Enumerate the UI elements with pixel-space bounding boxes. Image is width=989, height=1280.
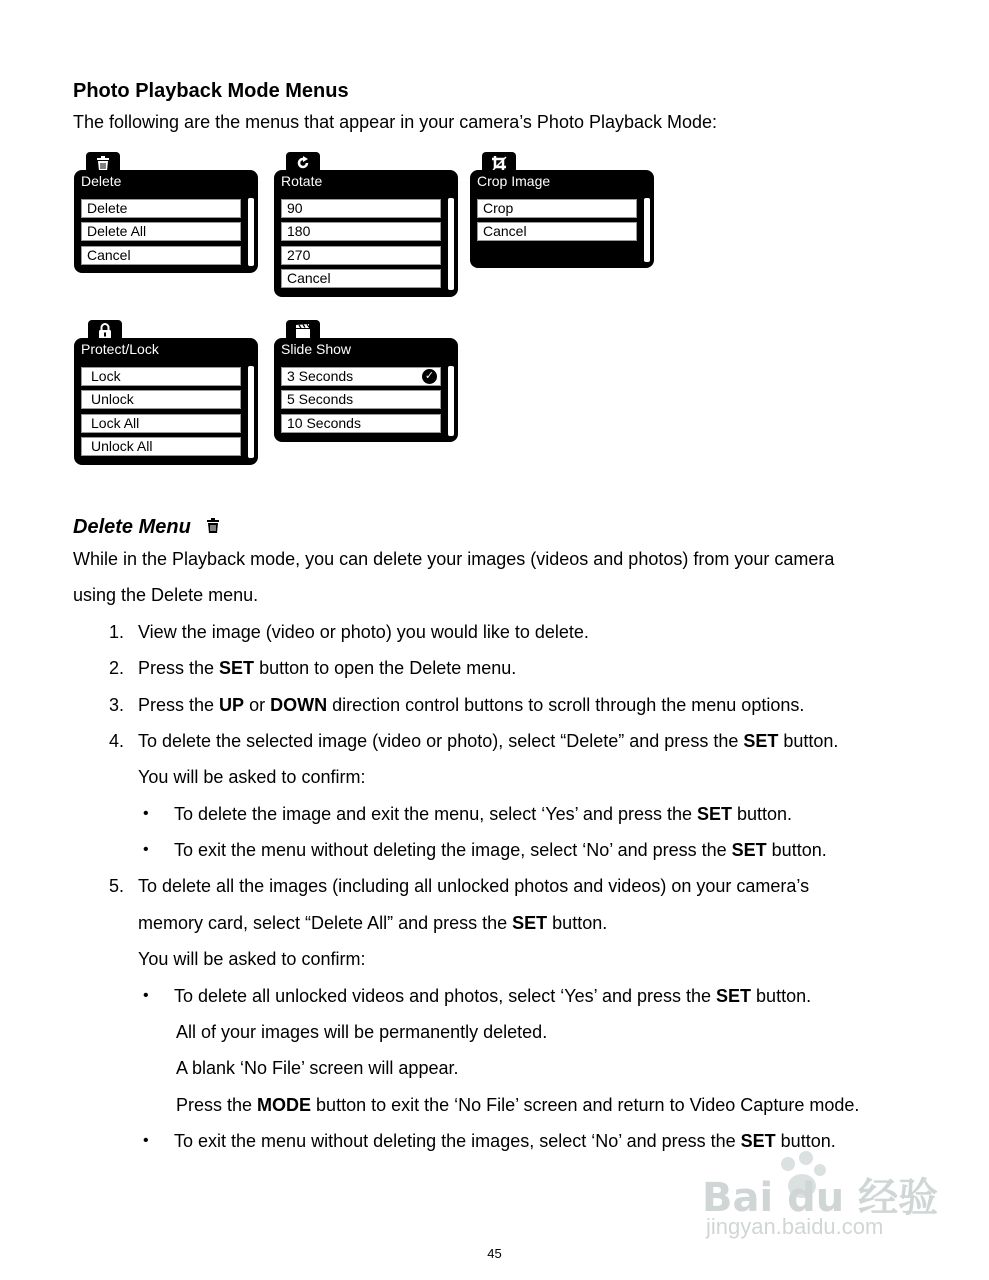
step-number: 1. (109, 622, 125, 642)
intro-text: The following are the menus that appear in your camera’s Photo Playback Mode: (73, 112, 718, 132)
text: direction control buttons to scroll through the menu options. (327, 695, 805, 715)
scrollbar[interactable] (248, 366, 254, 458)
paragraph: While in the Playback mode, you can delete your images (videos and photos) from your camera (73, 549, 835, 569)
bold-text: SET (697, 804, 733, 824)
bullet: • (143, 987, 149, 1004)
crop-menu (470, 152, 654, 274)
rotate-icon (295, 155, 311, 171)
menu-item[interactable]: Crop (476, 198, 638, 219)
text: button to open the Delete menu. (254, 658, 517, 678)
bold-text: DOWN (270, 695, 328, 715)
menu-item[interactable]: Unlock (80, 389, 242, 410)
bold-text: SET (740, 1131, 776, 1151)
menu-item[interactable]: Unlock All (80, 436, 242, 457)
step-text (138, 658, 516, 679)
text: Press the (176, 1095, 258, 1115)
bullet-text (174, 986, 811, 1007)
menu-item[interactable]: Delete All (80, 221, 242, 242)
step-text: You will be asked to confirm: (138, 767, 366, 787)
menu-title: Rotate (281, 173, 323, 189)
menu-item[interactable]: Lock (80, 366, 242, 387)
bold-text: SET (219, 658, 255, 678)
menu-item[interactable]: Delete (80, 198, 242, 219)
text: button. (778, 731, 839, 751)
menu-item[interactable]: 270 (280, 245, 442, 266)
text: To exit the menu without deleting the image, select ‘No’ and press the (174, 840, 732, 860)
menu-item[interactable]: 90 (280, 198, 442, 219)
scrollbar[interactable] (448, 366, 454, 436)
trash-icon (206, 518, 220, 533)
section-title (73, 516, 220, 539)
bullet: • (143, 805, 149, 822)
text: To delete the selected image (video or photo), select “Delete” and press the (138, 731, 744, 751)
bullet-text: All of your images will be permanently deleted. (176, 1022, 548, 1042)
menu-item[interactable]: 180 (280, 221, 442, 242)
text: button. (732, 804, 793, 824)
menu-title: Slide Show (281, 341, 352, 357)
text: To delete all unlocked videos and photos, select ‘Yes’ and press the (174, 986, 717, 1006)
step-number: 2. (109, 658, 125, 678)
bold-text: UP (219, 695, 245, 715)
step-text: To delete all the images (including all unlocked photos and videos) on your camera’s (138, 876, 810, 896)
menu-item[interactable]: 5 Seconds (280, 389, 442, 410)
text: button to exit the ‘No File’ screen and return to Video Capture mode. (311, 1095, 860, 1115)
watermark (700, 1148, 940, 1248)
bold-text: SET (731, 840, 767, 860)
text: memory card, select “Delete All” and press the (138, 913, 513, 933)
step-number: 5. (109, 876, 125, 896)
bullet-text (176, 1095, 859, 1116)
step-text (138, 731, 838, 752)
text: To delete the image and exit the menu, select ‘Yes’ and press the (174, 804, 697, 824)
paragraph: using the Delete menu. (73, 585, 259, 605)
step-text: View the image (video or photo) you would like to delete. (138, 622, 589, 642)
bold-text: SET (512, 913, 548, 933)
menu-title: Crop Image (477, 173, 551, 189)
text: To exit the menu without deleting the images, select ‘No’ and press the (174, 1131, 741, 1151)
bullet: • (143, 841, 149, 858)
menu-item-selected[interactable] (280, 366, 442, 387)
scrollbar[interactable] (448, 198, 454, 290)
page-number: 45 (487, 1246, 502, 1261)
scrollbar[interactable] (248, 198, 254, 266)
rotate-menu (274, 152, 458, 298)
text: button. (775, 1131, 836, 1151)
slideshow-icon (295, 324, 311, 338)
trash-icon (96, 156, 110, 171)
menu-item[interactable]: 10 Seconds (280, 413, 442, 434)
menu-item[interactable]: Lock All (80, 413, 242, 434)
menu-item[interactable]: Cancel (280, 268, 442, 289)
step-text (138, 913, 607, 934)
bold-text: MODE (257, 1095, 312, 1115)
text: Press the (138, 658, 220, 678)
protect-menu (74, 320, 258, 466)
bullet-text: A blank ‘No File’ screen will appear. (176, 1058, 459, 1078)
step-number: 4. (109, 731, 125, 751)
step-text (138, 695, 804, 716)
slideshow-menu (274, 320, 458, 444)
menu-title: Protect/Lock (81, 341, 159, 357)
scrollbar[interactable] (644, 198, 650, 262)
check-icon: ✓ (422, 369, 437, 384)
bullet: • (143, 1132, 149, 1149)
bullet-text (174, 804, 792, 825)
page-title: Photo Playback Mode Menus (73, 80, 349, 102)
bullet-text (174, 840, 827, 861)
menu-title: Delete (81, 173, 122, 189)
text: button. (766, 840, 827, 860)
text: button. (751, 986, 812, 1006)
bold-text: SET (743, 731, 779, 751)
step-number: 3. (109, 695, 125, 715)
step-text: You will be asked to confirm: (138, 949, 366, 969)
watermark-text: Bai du 经验 (702, 1175, 939, 1221)
crop-icon (492, 156, 507, 171)
menu-item-label: 3 Seconds (287, 368, 354, 384)
delete-menu (74, 152, 258, 274)
text: or (244, 695, 271, 715)
bold-text: SET (716, 986, 752, 1006)
text: Press the (138, 695, 220, 715)
menu-item[interactable]: Cancel (476, 221, 638, 242)
lock-icon (98, 323, 112, 339)
text: button. (547, 913, 608, 933)
menu-item[interactable]: Cancel (80, 245, 242, 266)
section-title-text: Delete Menu (73, 516, 191, 538)
watermark-url: jingyan.baidu.com (706, 1214, 884, 1239)
